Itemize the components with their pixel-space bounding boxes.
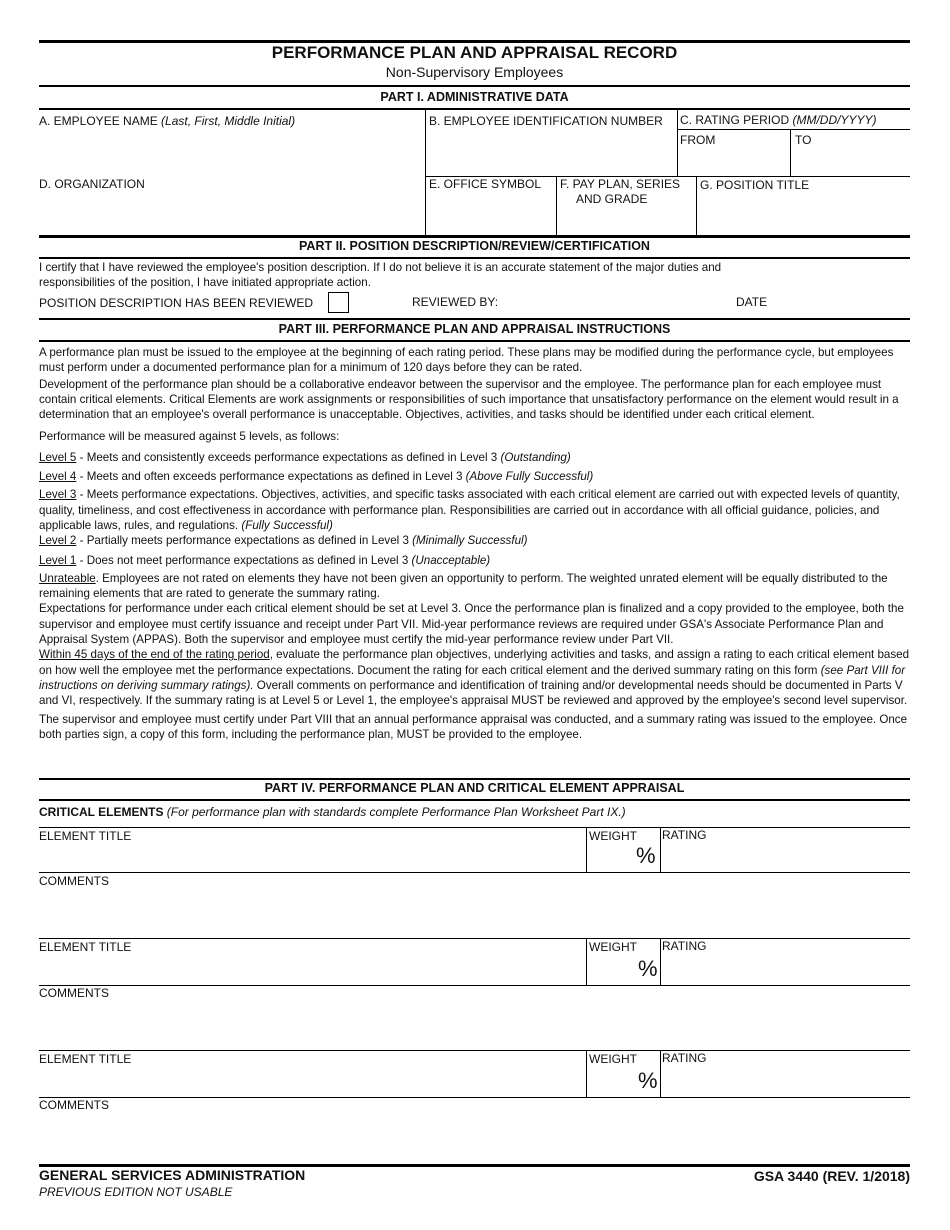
comments-label: COMMENTS — [39, 986, 109, 1000]
comments-field[interactable] — [39, 890, 910, 936]
edition-note: PREVIOUS EDITION NOT USABLE — [39, 1185, 233, 1199]
comments-label: COMMENTS — [39, 874, 109, 888]
certification-text: I certify that I have reviewed the employee's position description. If I do not believe it is an accurate statement of the major duties and responsibilities of the position, I have initiated appropriate action. — [39, 261, 722, 290]
comments-label: COMMENTS — [39, 1098, 109, 1112]
employee-id-field[interactable] — [429, 134, 677, 174]
divider — [790, 129, 791, 176]
divider — [586, 938, 587, 985]
instr-p5: Within 45 days of the end of the rating period, evaluate the performance plan objectives, underlying activities and tasks, and assign a rating to each critical element based on how well the employee met the performance expectations. Document the rating for each critical element and the derived summary rating on this form (see Part VIII for instructions on deriving summary ratings). Overall comments on performance and identification of training and/or developmental needs should be documented in Parts V and VI, respectively. If the summary rating is at Level 5 or Level 1, the employee's appraisal MUST be reviewed and approved by the employee's second level supervisor. — [39, 648, 910, 708]
rating-label: RATING — [662, 828, 707, 842]
rule — [39, 85, 910, 87]
from-date-field[interactable] — [680, 148, 790, 174]
part3-heading: PART III. PERFORMANCE PLAN AND APPRAISAL INSTRUCTIONS — [278, 322, 671, 336]
rule — [39, 778, 910, 780]
rating-field[interactable] — [662, 955, 907, 983]
form-title: PERFORMANCE PLAN AND APPRAISAL RECORD — [271, 43, 678, 62]
divider — [425, 110, 426, 176]
instr-p4: Expectations for performance under each critical element should be set at Level 3. Once the performance plan is finalized and a copy provided to the employee, both the supervisor and employee must certify issuance and receipt under Part VII. Mid-year performance reviews are required under GSA's Associate Performance Plan and Appraisal System (APPAS). Both the supervisor and employee must certify the mid-year performance review under Part VII. — [39, 602, 904, 647]
rule — [39, 318, 910, 320]
weight-label: WEIGHT — [589, 940, 637, 954]
date-field[interactable] — [777, 291, 907, 311]
percent-sign: % — [636, 843, 656, 868]
rating-field[interactable] — [662, 844, 907, 870]
office-symbol-field[interactable] — [429, 195, 556, 235]
level-2: Level 2 - Partially meets performance expectations as defined in Level 3 (Minimally Successful) — [39, 534, 528, 548]
divider — [677, 110, 678, 176]
comments-field[interactable] — [39, 1114, 910, 1160]
rule — [39, 257, 910, 259]
reviewed-by-field[interactable] — [507, 291, 727, 311]
pd-reviewed-label: POSITION DESCRIPTION HAS BEEN REVIEWED — [39, 296, 314, 310]
instr-p2: Development of the performance plan should be a collaborative endeavor between the supervisor and the employee. The performance plan for each employee must contain critical elements. Critical Elements are work assignments or responsibilities of such importance that unsatisfactory performance on the element would result in a determination that an employee's overall performance is unacceptable. Objectives, activities, and tasks should be identified under each critical element. — [39, 377, 899, 422]
element-title-field[interactable] — [39, 1067, 585, 1095]
rule — [39, 108, 910, 110]
agency-name: GENERAL SERVICES ADMINISTRATION — [39, 1167, 306, 1183]
rule — [39, 827, 910, 828]
organization-field[interactable] — [39, 195, 425, 235]
rule — [39, 985, 910, 986]
divider — [556, 176, 557, 236]
weight-label: WEIGHT — [589, 829, 637, 843]
rule — [39, 340, 910, 342]
instr-p6: The supervisor and employee must certify under Part VIII that an annual performance appraisal was conducted, and a summary rating was issued to the employee. Once both parties sign, a copy of this form, including the performance plan, MUST be provided to the employee. — [39, 712, 908, 741]
level-3: Level 3 - Meets performance expectations. Objectives, activities, and specific tasks associated with each critical element are carried out with expected levels of quantity, quality, timeliness, and cost effectiveness in accordance with performance plan. Responsibilities are carried out in accordance with all official guidance, policies, and applicable laws, rules, and regulations. (Fully Successful) — [39, 488, 900, 532]
divider — [586, 1050, 587, 1097]
rule — [39, 938, 910, 939]
reviewed-by-label: REVIEWED BY: — [412, 295, 499, 309]
employee-name-label: A. EMPLOYEE NAME (Last, First, Middle Initial) — [39, 114, 296, 128]
element-title-field[interactable] — [39, 955, 585, 983]
comments-field[interactable] — [39, 1002, 910, 1048]
rule — [39, 235, 910, 238]
divider — [660, 827, 661, 872]
percent-sign: % — [638, 956, 658, 981]
element-title-label: ELEMENT TITLE — [39, 829, 132, 843]
percent-sign: % — [638, 1068, 658, 1093]
element-title-label: ELEMENT TITLE — [39, 940, 132, 954]
part4-heading: PART IV. PERFORMANCE PLAN AND CRITICAL ELEMENT APPRAISAL — [264, 781, 685, 795]
part2-heading: PART II. POSITION DESCRIPTION/REVIEW/CERTIFICATION — [299, 239, 650, 253]
weight-label: WEIGHT — [589, 1052, 637, 1066]
date-label: DATE — [736, 295, 768, 309]
employee-id-label: B. EMPLOYEE IDENTIFICATION NUMBER — [429, 114, 663, 128]
to-label: TO — [795, 133, 812, 147]
employee-name-field[interactable] — [39, 134, 425, 174]
instr-p3: Performance will be measured against 5 levels, as follows: — [39, 430, 340, 444]
divider — [586, 827, 587, 872]
rating-label: RATING — [662, 1051, 707, 1065]
unrateable: Unrateable. Employees are not rated on elements they have not been given an opportunity to perform. The weighted unrated element will be equally distributed to the remaining elements that are rated to generate the summary rating. — [39, 571, 888, 601]
rule — [39, 1050, 910, 1051]
rating-period-label: C. RATING PERIOD (MM/DD/YYYY) — [680, 113, 877, 127]
divider — [425, 176, 426, 236]
organization-label: D. ORGANIZATION — [39, 177, 145, 191]
rating-label: RATING — [662, 939, 707, 953]
critical-elements-label: CRITICAL ELEMENTS (For performance plan with standards complete Performance Plan Worksheet Part IX.) — [39, 805, 626, 819]
rule — [39, 1097, 910, 1098]
instr-p1: A performance plan must be issued to the employee at the beginning of each rating period. These plans may be modified during the performance cycle, but employees must perform under a documented performance plan for a minimum of 120 days before they can be rated. — [39, 346, 894, 375]
divider — [660, 1050, 661, 1097]
level-5: Level 5 - Meets and consistently exceeds performance expectations as defined in Level 3 (Outstanding) — [39, 450, 571, 464]
office-symbol-label: E. OFFICE SYMBOL — [429, 177, 542, 191]
element-title-field[interactable] — [39, 844, 585, 870]
divider — [660, 938, 661, 985]
from-label: FROM — [680, 133, 716, 147]
element-title-label: ELEMENT TITLE — [39, 1052, 132, 1066]
to-date-field[interactable] — [795, 148, 907, 174]
rating-field[interactable] — [662, 1067, 907, 1095]
position-title-field[interactable] — [700, 195, 908, 235]
level-1: Level 1 - Does not meet performance expectations as defined in Level 3 (Unacceptable) — [39, 553, 491, 567]
pd-reviewed-checkbox[interactable] — [328, 292, 349, 313]
form-number: GSA 3440 (REV. 1/2018) — [753, 1168, 910, 1184]
instructions — [39, 345, 910, 742]
rule — [677, 129, 910, 130]
part1-heading: PART I. ADMINISTRATIVE DATA — [380, 90, 569, 104]
rule — [39, 872, 910, 873]
pay-plan-label: F. PAY PLAN, SERIES AND GRADE — [560, 177, 681, 206]
level-4: Level 4 - Meets and often exceeds performance expectations as defined in Level 3 (Above Fully Successful) — [39, 470, 594, 484]
rule — [39, 799, 910, 801]
position-title-label: G. POSITION TITLE — [700, 178, 810, 192]
divider — [696, 176, 697, 236]
form-subtitle: Non-Supervisory Employees — [385, 64, 564, 80]
